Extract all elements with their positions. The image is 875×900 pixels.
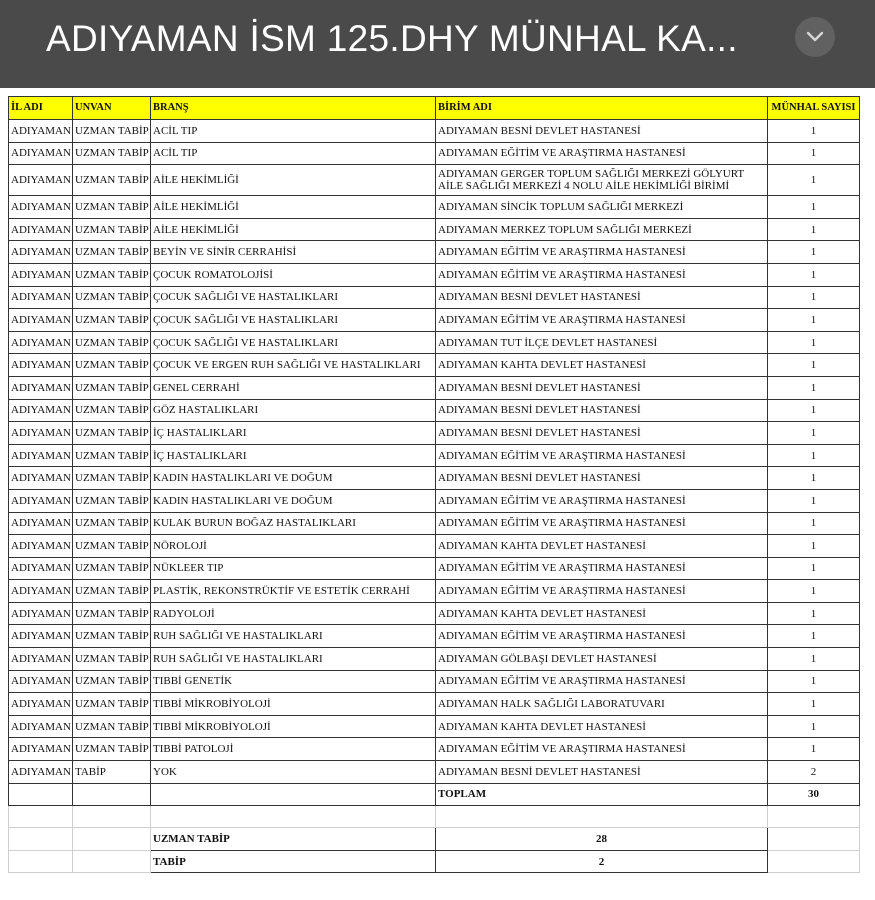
cell-unvan: UZMAN TABİP: [73, 286, 151, 309]
cell-il: ADIYAMAN: [9, 693, 73, 716]
cell-brans: ÇOCUK SAĞLIĞI VE HASTALIKLARI: [151, 331, 436, 354]
table-row: [9, 467, 860, 490]
cell-il: ADIYAMAN: [9, 580, 73, 603]
cell-unvan: TABİP: [73, 761, 151, 784]
cell-brans: KADIN HASTALIKLARI VE DOĞUM: [151, 489, 436, 512]
cell-brans: ACİL TIP: [151, 142, 436, 165]
cell-unvan: UZMAN TABİP: [73, 331, 151, 354]
cell-munhal: 1: [768, 580, 860, 603]
cell-birim: ADIYAMAN BESNİ DEVLET HASTANESİ: [436, 286, 768, 309]
cell-birim: ADIYAMAN BESNİ DEVLET HASTANESİ: [436, 399, 768, 422]
cell-unvan: UZMAN TABİP: [73, 218, 151, 241]
cell-birim: ADIYAMAN EĞİTİM VE ARAŞTIRMA HASTANESİ: [436, 263, 768, 286]
table-row: [9, 241, 860, 264]
cell-il: ADIYAMAN: [9, 120, 73, 143]
summary-label: UZMAN TABİP: [151, 828, 436, 851]
cell-unvan: UZMAN TABİP: [73, 557, 151, 580]
table-row: [9, 422, 860, 445]
cell-birim: ADIYAMAN EĞİTİM VE ARAŞTIRMA HASTANESİ: [436, 444, 768, 467]
cell-il: ADIYAMAN: [9, 196, 73, 219]
cell-brans: RUH SAĞLIĞI VE HASTALIKLARI: [151, 625, 436, 648]
cell-il: ADIYAMAN: [9, 512, 73, 535]
cell-birim: ADIYAMAN EĞİTİM VE ARAŞTIRMA HASTANESİ: [436, 142, 768, 165]
cell-il: ADIYAMAN: [9, 218, 73, 241]
top-bar: [0, 0, 875, 88]
cell-brans: RUH SAĞLIĞI VE HASTALIKLARI: [151, 648, 436, 671]
cell-birim: ADIYAMAN KAHTA DEVLET HASTANESİ: [436, 602, 768, 625]
cell-munhal: 1: [768, 557, 860, 580]
cell-brans: TIBBİ PATOLOJİ: [151, 738, 436, 761]
table-row: [9, 670, 860, 693]
cell-birim: ADIYAMAN MERKEZ TOPLUM SAĞLIĞI MERKEZİ: [436, 218, 768, 241]
cell-birim: ADIYAMAN EĞİTİM VE ARAŞTIRMA HASTANESİ: [436, 670, 768, 693]
cell-brans: İÇ HASTALIKLARI: [151, 444, 436, 467]
cell-brans: NÜKLEER TIP: [151, 557, 436, 580]
cell-birim: ADIYAMAN EĞİTİM VE ARAŞTIRMA HASTANESİ: [436, 241, 768, 264]
cell-unvan: UZMAN TABİP: [73, 738, 151, 761]
cell-munhal: 1: [768, 512, 860, 535]
cell-birim: ADIYAMAN EĞİTİM VE ARAŞTIRMA HASTANESİ: [436, 512, 768, 535]
cell-il: ADIYAMAN: [9, 354, 73, 377]
cell-brans: BEYİN VE SİNİR CERRAHİSİ: [151, 241, 436, 264]
cell-munhal: 2: [768, 761, 860, 784]
cell-birim: ADIYAMAN EĞİTİM VE ARAŞTIRMA HASTANESİ: [436, 557, 768, 580]
cell-unvan: UZMAN TABİP: [73, 602, 151, 625]
cell-il: ADIYAMAN: [9, 557, 73, 580]
summary-row: [9, 828, 860, 851]
table-row: [9, 263, 860, 286]
cell-birim: ADIYAMAN GÖLBAŞI DEVLET HASTANESİ: [436, 648, 768, 671]
cell-munhal: 1: [768, 331, 860, 354]
summary-value: 2: [436, 850, 768, 873]
spreadsheet-document: [8, 96, 860, 873]
cell-unvan: UZMAN TABİP: [73, 241, 151, 264]
cell-brans: AİLE HEKİMLİĞİ: [151, 218, 436, 241]
column-header-birim: BİRİM ADI: [436, 97, 768, 120]
cell-il: ADIYAMAN: [9, 422, 73, 445]
table-row: [9, 444, 860, 467]
cell-birim: ADIYAMAN BESNİ DEVLET HASTANESİ: [436, 422, 768, 445]
table-row: [9, 625, 860, 648]
cell-brans: KADIN HASTALIKLARI VE DOĞUM: [151, 467, 436, 490]
cell-il: ADIYAMAN: [9, 286, 73, 309]
cell-unvan: UZMAN TABİP: [73, 354, 151, 377]
cell-il: ADIYAMAN: [9, 670, 73, 693]
cell-birim: ADIYAMAN TUT İLÇE DEVLET HASTANESİ: [436, 331, 768, 354]
cell-brans: GENEL CERRAHİ: [151, 376, 436, 399]
table-row: [9, 648, 860, 671]
cell-unvan: UZMAN TABİP: [73, 489, 151, 512]
column-header-il: İL ADI: [9, 97, 73, 120]
cell-birim: ADIYAMAN EĞİTİM VE ARAŞTIRMA HASTANESİ: [436, 625, 768, 648]
cell-il: ADIYAMAN: [9, 142, 73, 165]
cell-il: ADIYAMAN: [9, 263, 73, 286]
table-row: [9, 218, 860, 241]
summary-value: 28: [436, 828, 768, 851]
cell-unvan: UZMAN TABİP: [73, 263, 151, 286]
cell-brans: KULAK BURUN BOĞAZ HASTALIKLARI: [151, 512, 436, 535]
cell-il: ADIYAMAN: [9, 535, 73, 558]
cell-brans: ÇOCUK ROMATOLOJİSİ: [151, 263, 436, 286]
cell-brans: İÇ HASTALIKLARI: [151, 422, 436, 445]
cell-munhal: 1: [768, 715, 860, 738]
cell-munhal: 1: [768, 648, 860, 671]
cell-munhal: 1: [768, 399, 860, 422]
cell-unvan: UZMAN TABİP: [73, 444, 151, 467]
cell-unvan: UZMAN TABİP: [73, 670, 151, 693]
cell-unvan: UZMAN TABİP: [73, 535, 151, 558]
cell-unvan: UZMAN TABİP: [73, 625, 151, 648]
cell-munhal: 1: [768, 263, 860, 286]
table-row: [9, 738, 860, 761]
column-header-brans: BRANŞ: [151, 97, 436, 120]
cell-birim: ADIYAMAN KAHTA DEVLET HASTANESİ: [436, 354, 768, 377]
cell-birim: ADIYAMAN HALK SAĞLIĞI LABORATUVARI: [436, 693, 768, 716]
cell-il: ADIYAMAN: [9, 625, 73, 648]
cell-munhal: 1: [768, 625, 860, 648]
cell-unvan: UZMAN TABİP: [73, 165, 151, 196]
cell-birim: ADIYAMAN EĞİTİM VE ARAŞTIRMA HASTANESİ: [436, 309, 768, 332]
cell-munhal: 1: [768, 309, 860, 332]
cell-birim: ADIYAMAN BESNİ DEVLET HASTANESİ: [436, 376, 768, 399]
table-row: [9, 309, 860, 332]
table-row: [9, 602, 860, 625]
total-value: 30: [768, 783, 860, 806]
cell-munhal: 1: [768, 354, 860, 377]
cell-unvan: UZMAN TABİP: [73, 399, 151, 422]
cell-unvan: UZMAN TABİP: [73, 467, 151, 490]
cell-munhal: 1: [768, 142, 860, 165]
document-title: ADIYAMAN İSM 125.DHY MÜNHAL KA...: [46, 18, 738, 59]
table-row: [9, 165, 860, 196]
cell-munhal: 1: [768, 602, 860, 625]
table-row: [9, 761, 860, 784]
cell-birim: ADIYAMAN BESNİ DEVLET HASTANESİ: [436, 761, 768, 784]
cell-il: ADIYAMAN: [9, 165, 73, 196]
cell-unvan: UZMAN TABİP: [73, 648, 151, 671]
cell-il: ADIYAMAN: [9, 241, 73, 264]
total-label: TOPLAM: [436, 783, 768, 806]
cell-birim: ADIYAMAN KAHTA DEVLET HASTANESİ: [436, 715, 768, 738]
table-row: [9, 354, 860, 377]
cell-brans: RADYOLOJİ: [151, 602, 436, 625]
cell-il: ADIYAMAN: [9, 715, 73, 738]
cell-brans: TIBBİ MİKROBİYOLOJİ: [151, 693, 436, 716]
cell-birim: ADIYAMAN SİNCİK TOPLUM SAĞLIĞI MERKEZİ: [436, 196, 768, 219]
cell-il: ADIYAMAN: [9, 648, 73, 671]
cell-brans: TIBBİ GENETİK: [151, 670, 436, 693]
cell-brans: GÖZ HASTALIKLARI: [151, 399, 436, 422]
cell-munhal: 1: [768, 489, 860, 512]
expand-button[interactable]: [795, 17, 835, 57]
table-row: [9, 512, 860, 535]
cell-brans: NÖROLOJİ: [151, 535, 436, 558]
summary-label: TABİP: [151, 850, 436, 873]
cell-munhal: 1: [768, 241, 860, 264]
cell-il: ADIYAMAN: [9, 309, 73, 332]
cell-munhal: 1: [768, 535, 860, 558]
cell-birim: ADIYAMAN EĞİTİM VE ARAŞTIRMA HASTANESİ: [436, 580, 768, 603]
cell-unvan: UZMAN TABİP: [73, 309, 151, 332]
table-row: [9, 142, 860, 165]
cell-unvan: UZMAN TABİP: [73, 196, 151, 219]
cell-il: ADIYAMAN: [9, 331, 73, 354]
cell-brans: AİLE HEKİMLİĞİ: [151, 196, 436, 219]
table-total-row: [9, 783, 860, 806]
table-row: [9, 535, 860, 558]
chevron-down-icon: [805, 31, 825, 43]
cell-birim: ADIYAMAN GERGER TOPLUM SAĞLIĞI MERKEZİ GÖLYURT AİLE SAĞLIĞI MERKEZİ 4 NOLU AİLE HEKİMLİĞİ BİRİMİ: [436, 165, 768, 196]
table-row: [9, 557, 860, 580]
cell-il: ADIYAMAN: [9, 738, 73, 761]
column-header-unvan: UNVAN: [73, 97, 151, 120]
cell-unvan: UZMAN TABİP: [73, 142, 151, 165]
table-row: [9, 489, 860, 512]
table-row: [9, 331, 860, 354]
cell-il: ADIYAMAN: [9, 444, 73, 467]
cell-munhal: 1: [768, 693, 860, 716]
cell-il: ADIYAMAN: [9, 602, 73, 625]
cell-munhal: 1: [768, 467, 860, 490]
cell-munhal: 1: [768, 738, 860, 761]
cell-il: ADIYAMAN: [9, 376, 73, 399]
vacancy-table: [8, 96, 860, 873]
cell-munhal: 1: [768, 670, 860, 693]
table-row: [9, 286, 860, 309]
cell-brans: ÇOCUK VE ERGEN RUH SAĞLIĞI VE HASTALIKLARI: [151, 354, 436, 377]
cell-brans: TIBBİ MİKROBİYOLOJİ: [151, 715, 436, 738]
table-row: [9, 715, 860, 738]
cell-munhal: 1: [768, 422, 860, 445]
cell-il: ADIYAMAN: [9, 399, 73, 422]
cell-unvan: UZMAN TABİP: [73, 580, 151, 603]
cell-brans: ACİL TIP: [151, 120, 436, 143]
table-row: [9, 580, 860, 603]
cell-birim: ADIYAMAN EĞİTİM VE ARAŞTIRMA HASTANESİ: [436, 489, 768, 512]
cell-munhal: 1: [768, 165, 860, 196]
table-row: [9, 376, 860, 399]
cell-unvan: UZMAN TABİP: [73, 120, 151, 143]
cell-munhal: 1: [768, 376, 860, 399]
cell-il: ADIYAMAN: [9, 467, 73, 490]
cell-brans: PLASTİK, REKONSTRÜKTİF VE ESTETİK CERRAHİ: [151, 580, 436, 603]
cell-munhal: 1: [768, 218, 860, 241]
table-row: [9, 196, 860, 219]
cell-unvan: UZMAN TABİP: [73, 376, 151, 399]
table-row: [9, 120, 860, 143]
cell-unvan: UZMAN TABİP: [73, 512, 151, 535]
table-header-row: [9, 97, 860, 120]
cell-brans: ÇOCUK SAĞLIĞI VE HASTALIKLARI: [151, 309, 436, 332]
cell-munhal: 1: [768, 286, 860, 309]
cell-unvan: UZMAN TABİP: [73, 693, 151, 716]
cell-birim: ADIYAMAN BESNİ DEVLET HASTANESİ: [436, 120, 768, 143]
cell-birim: ADIYAMAN KAHTA DEVLET HASTANESİ: [436, 535, 768, 558]
table-row: [9, 399, 860, 422]
cell-il: ADIYAMAN: [9, 489, 73, 512]
cell-unvan: UZMAN TABİP: [73, 422, 151, 445]
summary-row: [9, 850, 860, 873]
column-header-munhal: MÜNHAL SAYISI: [768, 97, 860, 120]
cell-brans: YOK: [151, 761, 436, 784]
cell-unvan: UZMAN TABİP: [73, 715, 151, 738]
cell-birim: ADIYAMAN BESNİ DEVLET HASTANESİ: [436, 467, 768, 490]
cell-brans: AİLE HEKİMLİĞİ: [151, 165, 436, 196]
cell-munhal: 1: [768, 120, 860, 143]
cell-munhal: 1: [768, 196, 860, 219]
empty-row: [9, 806, 860, 828]
cell-munhal: 1: [768, 444, 860, 467]
table-row: [9, 693, 860, 716]
cell-il: ADIYAMAN: [9, 761, 73, 784]
cell-brans: ÇOCUK SAĞLIĞI VE HASTALIKLARI: [151, 286, 436, 309]
cell-birim: ADIYAMAN EĞİTİM VE ARAŞTIRMA HASTANESİ: [436, 738, 768, 761]
